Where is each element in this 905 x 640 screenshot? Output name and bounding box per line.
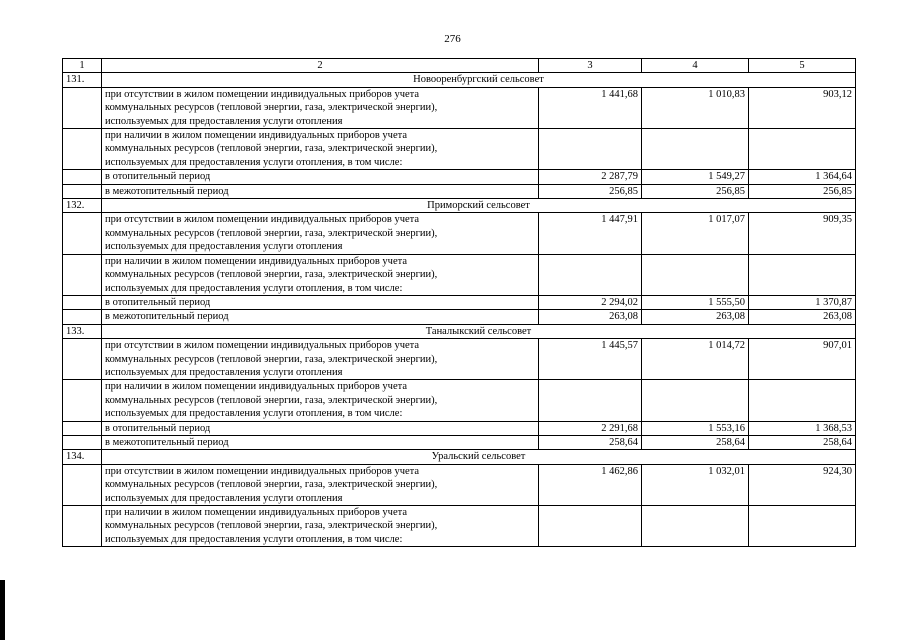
value-cell-5: 1 370,87 — [749, 295, 856, 309]
description-cell — [102, 380, 539, 421]
value-cell-4: 1 553,16 — [642, 421, 749, 435]
header-cell-4: 4 — [642, 59, 749, 73]
value-cell-5: 1 364,64 — [749, 170, 856, 184]
description-line: при наличии в жилом помещении индивидуальных приборов учета — [105, 130, 407, 142]
description-line: при наличии в жилом помещении индивидуальных приборов учета — [105, 507, 407, 518]
description-line: при отсутствии в жилом помещении индивидуальных приборов учета — [105, 88, 420, 100]
description-line: используемых для предоставления услуги отопления, в том числе: — [105, 282, 403, 294]
description-line: в межотопительный период — [105, 436, 229, 448]
section-number: 131. — [63, 73, 102, 87]
description-cell — [102, 295, 539, 309]
value-cell-3 — [539, 254, 642, 295]
tariff-table — [62, 58, 856, 547]
section-title: Новооренбургский сельсовет — [102, 73, 856, 87]
header-cell-1: 1 — [63, 59, 102, 73]
description-line: используемых для предоставления услуги отопления, в том числе: — [105, 533, 403, 545]
description-line: при отсутствии в жилом помещении индивидуальных приборов учета — [105, 465, 420, 477]
value-cell-3: 1 447,91 — [539, 213, 642, 254]
description-line: при отсутствии в жилом помещении индивидуальных приборов учета — [105, 340, 420, 352]
description-line: коммунальных ресурсов (тепловой энергии, газа, электрической энергии), — [105, 394, 438, 406]
number-cell-empty — [63, 464, 102, 505]
description-line: коммунальных ресурсов (тепловой энергии, газа, электрической энергии), — [105, 143, 438, 155]
header-row — [63, 59, 856, 73]
table-row — [63, 213, 856, 254]
number-cell-empty — [63, 170, 102, 184]
description-line: используемых для предоставления услуги отопления, в том числе: — [105, 156, 403, 168]
section-row — [63, 450, 856, 464]
table-row — [63, 506, 856, 547]
value-cell-3: 2 287,79 — [539, 170, 642, 184]
page-number: 276 — [444, 33, 461, 45]
value-cell-4: 1 017,07 — [642, 213, 749, 254]
table-row — [63, 380, 856, 421]
description-cell — [102, 310, 539, 324]
description-line: используемых для предоставления услуги отопления — [105, 366, 343, 378]
value-cell-5: 256,85 — [749, 184, 856, 198]
description-cell — [102, 254, 539, 295]
description-line: коммунальных ресурсов (тепловой энергии, газа, электрической энергии), — [105, 102, 438, 114]
value-cell-4: 263,08 — [642, 310, 749, 324]
number-cell-empty — [63, 310, 102, 324]
description-line: используемых для предоставления услуги отопления — [105, 115, 343, 127]
section-row — [63, 73, 856, 87]
table-row — [63, 310, 856, 324]
description-cell — [102, 435, 539, 449]
value-cell-3 — [539, 380, 642, 421]
description-line: используемых для предоставления услуги отопления — [105, 492, 343, 504]
value-cell-3: 1 445,57 — [539, 339, 642, 380]
table-row — [63, 184, 856, 198]
value-cell-3 — [539, 506, 642, 547]
description-line: коммунальных ресурсов (тепловой энергии, газа, электрической энергии), — [105, 269, 438, 281]
description-line: коммунальных ресурсов (тепловой энергии, газа, электрической энергии), — [105, 479, 438, 491]
description-cell — [102, 339, 539, 380]
header-cell-5: 5 — [749, 59, 856, 73]
number-cell-empty — [63, 213, 102, 254]
description-line: при отсутствии в жилом помещении индивидуальных приборов учета — [105, 214, 420, 226]
value-cell-5: 909,35 — [749, 213, 856, 254]
table-row — [63, 435, 856, 449]
value-cell-4: 1 014,72 — [642, 339, 749, 380]
value-cell-4 — [642, 506, 749, 547]
description-line: в межотопительный период — [105, 185, 229, 197]
description-cell — [102, 184, 539, 198]
section-number: 132. — [63, 199, 102, 213]
value-cell-3: 258,64 — [539, 435, 642, 449]
description-line: в отопительный период — [105, 171, 211, 183]
description-line: коммунальных ресурсов (тепловой энергии, газа, электрической энергии), — [105, 520, 438, 532]
description-cell — [102, 464, 539, 505]
section-row — [63, 324, 856, 338]
scan-edge-mark — [0, 580, 5, 640]
value-cell-5 — [749, 129, 856, 170]
section-row — [63, 199, 856, 213]
description-cell — [102, 506, 539, 547]
value-cell-3: 256,85 — [539, 184, 642, 198]
section-title: Приморский сельсовет — [102, 199, 856, 213]
value-cell-5: 263,08 — [749, 310, 856, 324]
description-line: коммунальных ресурсов (тепловой энергии, газа, электрической энергии), — [105, 353, 438, 365]
description-line: при наличии в жилом помещении индивидуальных приборов учета — [105, 255, 407, 267]
header-cell-2: 2 — [102, 59, 539, 73]
number-cell-empty — [63, 129, 102, 170]
value-cell-4: 1 555,50 — [642, 295, 749, 309]
value-cell-5: 903,12 — [749, 87, 856, 128]
description-line: в отопительный период — [105, 422, 211, 434]
table-row — [63, 295, 856, 309]
value-cell-3 — [539, 129, 642, 170]
table-row — [63, 254, 856, 295]
value-cell-5: 258,64 — [749, 435, 856, 449]
description-line: при наличии в жилом помещении индивидуальных приборов учета — [105, 381, 407, 393]
description-cell — [102, 213, 539, 254]
value-cell-3: 263,08 — [539, 310, 642, 324]
number-cell-empty — [63, 295, 102, 309]
table-row — [63, 339, 856, 380]
number-cell-empty — [63, 254, 102, 295]
header-cell-3: 3 — [539, 59, 642, 73]
table-body — [63, 59, 856, 547]
description-line: используемых для предоставления услуги отопления — [105, 241, 343, 253]
description-cell — [102, 421, 539, 435]
value-cell-5 — [749, 506, 856, 547]
section-title: Таналыкский сельсовет — [102, 324, 856, 338]
value-cell-4: 1 010,83 — [642, 87, 749, 128]
value-cell-5: 907,01 — [749, 339, 856, 380]
table-row — [63, 421, 856, 435]
table-row — [63, 464, 856, 505]
value-cell-3: 2 294,02 — [539, 295, 642, 309]
table-row — [63, 129, 856, 170]
value-cell-5: 924,30 — [749, 464, 856, 505]
table-row — [63, 87, 856, 128]
description-line: в отопительный период — [105, 296, 211, 308]
value-cell-3: 1 441,68 — [539, 87, 642, 128]
number-cell-empty — [63, 421, 102, 435]
value-cell-5 — [749, 254, 856, 295]
number-cell-empty — [63, 339, 102, 380]
number-cell-empty — [63, 87, 102, 128]
table-row — [63, 170, 856, 184]
value-cell-3: 2 291,68 — [539, 421, 642, 435]
number-cell-empty — [63, 435, 102, 449]
description-line: используемых для предоставления услуги отопления, в том числе: — [105, 408, 403, 420]
section-title: Уральский сельсовет — [102, 450, 856, 464]
value-cell-3: 1 462,86 — [539, 464, 642, 505]
value-cell-4 — [642, 380, 749, 421]
value-cell-4: 258,64 — [642, 435, 749, 449]
value-cell-4: 1 032,01 — [642, 464, 749, 505]
section-number: 134. — [63, 450, 102, 464]
value-cell-5: 1 368,53 — [749, 421, 856, 435]
description-cell — [102, 87, 539, 128]
section-number: 133. — [63, 324, 102, 338]
number-cell-empty — [63, 506, 102, 547]
description-line: коммунальных ресурсов (тепловой энергии, газа, электрической энергии), — [105, 227, 438, 239]
description-cell — [102, 129, 539, 170]
value-cell-5 — [749, 380, 856, 421]
number-cell-empty — [63, 380, 102, 421]
value-cell-4 — [642, 129, 749, 170]
value-cell-4 — [642, 254, 749, 295]
number-cell-empty — [63, 184, 102, 198]
description-line: в межотопительный период — [105, 311, 229, 323]
description-cell — [102, 170, 539, 184]
value-cell-4: 256,85 — [642, 184, 749, 198]
value-cell-4: 1 549,27 — [642, 170, 749, 184]
